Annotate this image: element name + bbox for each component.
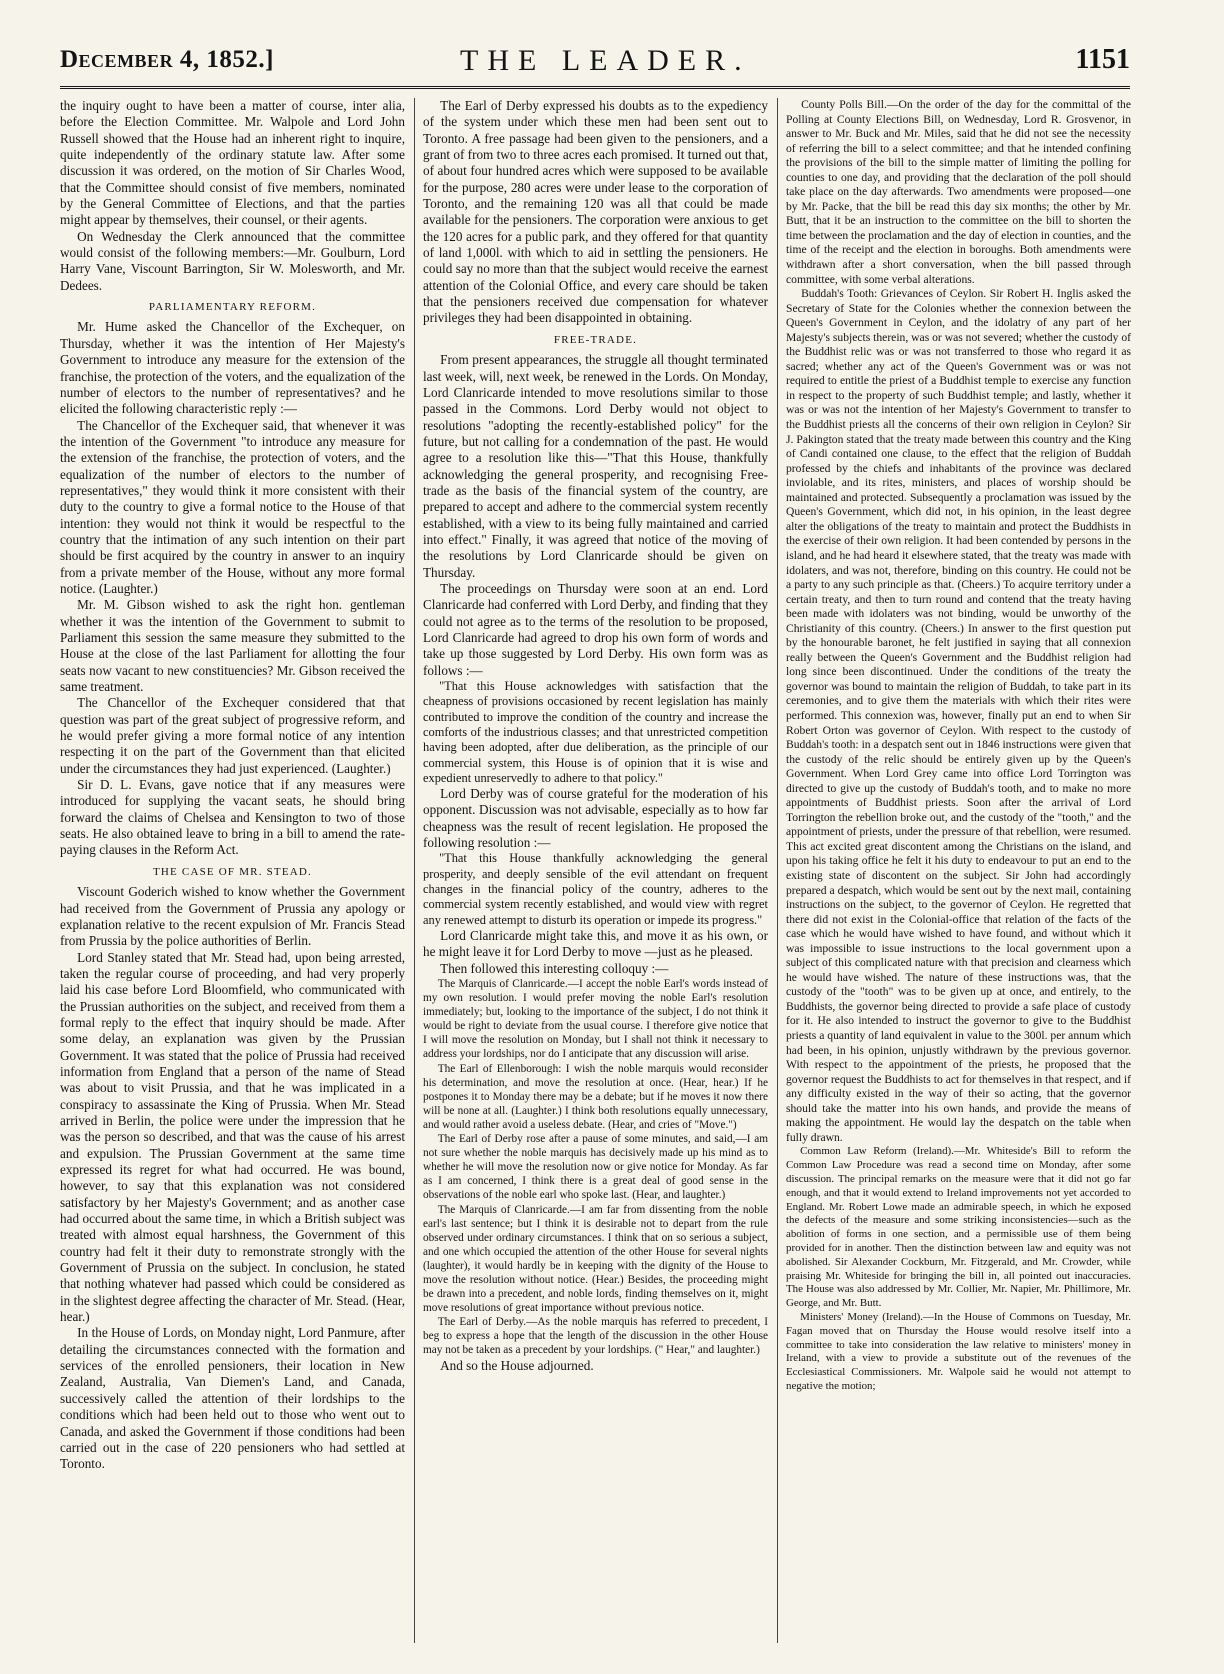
column-2: [423, 98, 768, 1643]
debate-excerpt: The Marquis of Clanricarde.—I am far from dissenting from the noble earl's last sentence; but I think it is desirable not to depart from the rule observed under ordinary circumstances. I think that on so serious a subject, and one which occupied the attention of the other House for several nights (laughter), it would hardly be in keeping with the dignity of the House to move the resolution without notice. (Hear.) Besides, the proceeding might be drawn into a precedent, and noble lords, finding themselves on it, might move resolutions of great importance without previous notice.: [423, 1203, 768, 1315]
paragraph: On Wednesday the Clerk announced that the committee would consist of the following members:—Mr. Goulburn, Lord Harry Vane, Viscount Barrington, Sir W. Molesworth, and Mr. Dedees.: [60, 228, 405, 293]
debate-excerpt: The Earl of Derby.—As the noble marquis has referred to precedent, I beg to express a hope that the length of the discussion in the other House may not be taken as a precedent by your lordships. (" Hear," and laughter.): [423, 1316, 768, 1357]
paragraph: And so the House adjourned.: [440, 1357, 594, 1373]
paragraph: Lord Clanricarde might take this, and move it as his own, or he might leave it for Lord Derby to move —just as he pleased.: [423, 927, 768, 960]
masthead: [60, 40, 1130, 89]
publication-title: THE LEADER.: [460, 44, 751, 77]
paragraph: Then followed this interesting colloquy :—: [440, 960, 669, 976]
debate-excerpt: The Earl of Derby rose after a pause of some minutes, and said,—I am not sure whether the noble marquis has decisively made up his mind as to whether he will move the resolution now or give notice for Monday. As far as I am concerned, I think there is a great deal of good sense in the observations of the noble earl who spoke last. (Hear, and laughter.): [423, 1133, 768, 1202]
paragraph: the inquiry ought to have been a matter of course, inter alia, before the Election Committee. Mr. Walpole and Lord John Russell showed that the House had an inherent right to inquire, quite independently of the ordinary statute law. After some discussion it was ordered, on the motion of Sir Charles Wood, that the Committee should consist of five members, nominated by the General Committee of Elections, and that the parties might appear by themselves, their counsel, or their agents.: [60, 98, 405, 228]
paragraph: Mr. Hume asked the Chancellor of the Exchequer, on Thursday, whether it was the intention of Her Majesty's Government to introduce any measure for the extension of the franchise, the protection of the voters, and the equalization of the number of electors to the number of representatives? and he elicited the following characteristic reply :—: [60, 319, 405, 417]
paragraph: Lord Stanley stated that Mr. Stead had, upon being arrested, taken the regular course of proceeding, and had very properly laid his case before Lord Bloomfield, who communicated with the Prussian authorities on the subject, and received from them a formal reply to the effect that inquiry should be made. After some delay, an explanation was given by the Prussian Government. It was stated that the police of Prussia had received information from England that a person of the name of Stead was about to visit Prussia, and that he was implicated in a conspiracy to assassinate the King of Prussia. When Mr. Stead arrived in Berlin, the police were under the impression that he was the person so described, and that was the cause of his arrest and expulsion. The Prussian Government at the same time expressed its regret for what had occurred. He was bound, however, to say that this explanation was not considered satisfactory by her Majesty's Government; and as another case had occurred about the same time, in which a British subject was treated with almost equal harshness, the Government of this country had felt it their duty to remonstrate strongly with the Government of Prussia on the subject. In conclusion, he stated that nothing whatever had passed which could be considered as in the slightest degree affecting the character of Mr. Stead. (Hear, hear.): [60, 949, 405, 1325]
paragraph: The proceedings on Thursday were soon at an end. Lord Clanricarde had conferred with Lord Derby, and finding that they could not agree as to the terms of the resolution to be proposed, Lord Clanricarde had agreed to drop his own form of words and take up those suggested by Lord Derby. His own form was as follows :—: [423, 580, 768, 678]
page-number: 1151: [1075, 44, 1130, 75]
section-heading: THE CASE OF MR. STEAD.: [152, 865, 313, 878]
quoted-resolution: "That this House thankfully acknowledging the general prosperity, and deeply sensible of the evil attendant on frequent changes in the financial policy of the country, adheres to the commercial system recently established, and would view with regret any renewed attempt to disturb its operation or impede its progress.": [423, 851, 768, 927]
debate-excerpt: Ministers' Money (Ireland).—In the House of Commons on Tuesday, Mr. Fagan moved that on Thursday the House would resolve itself into a committee to take into consideration the law relative to ministers' money in Ireland, with a view to provide a substitute out of the revenues of the Ecclesiastical Commissioners. Mr. Walpole said he would not attempt to negative the motion;: [786, 1310, 1131, 1392]
paragraph: In the House of Lords, on Monday night, Lord Panmure, after detailing the circumstances connected with the formation and services of the enrolled pensioners, their location in New Zealand, Australia, Van Diemen's Land, and Canada, successively called the attention of their lordships to the conditions which had been held out to those who went out to Canada, and asked the Government if those conditions had been carried out in the case of 220 pensioners who had settled at Toronto.: [60, 1325, 405, 1472]
paragraph: The Chancellor of the Exchequer considered that that question was part of the great subject of progressive reform, and he would prefer giving a more formal notice of any intention respecting it on the part of the Government than that elicited under the circumstances they had just experienced. (Laughter.): [60, 695, 405, 776]
debate-excerpt: Common Law Reform (Ireland).—Mr. Whiteside's Bill to reform the Common Law Procedure was read a second time on Monday, after some discussion. The principal remarks on the measure were that it did not go far enough, and that it would extend to Ireland improvements not yet accorded to England. Mr. Robert Lowe made an admirable speech, in which he exposed the defects of the measure and some striking inconsistencies—such as the abolition of forms in one section, and a permissible use of them being provided for in another. Then the distinction between law and equity was not abolished. Sir Alexander Cockburn, Mr. Fitzgerald, and Mr. Crowder, while praising Mr. Whiteside for bringing the bill in, all pointed out inaccuracies. The House was also addressed by Mr. Collier, Mr. Napier, Mr. Phillimore, Mr. George, and Mr. Butt.: [786, 1145, 1131, 1310]
paragraph: Lord Derby was of course grateful for the moderation of his opponent. Discussion was not advisable, especially as to how far cheapness was the result of recent legislation. He proposed the following resolution :—: [423, 786, 768, 851]
quoted-resolution: "That this House acknowledges with satisfaction that the cheapness of provisions occasioned by recent legislation has mainly contributed to improve the condition of the country and increase the comforts of the industrious classes; and that unrestricted competition having been adopted, after due deliberation, as the principle of our commercial system, this House is of opinion that it is wise and expedient unreservedly to adhere to that policy.": [423, 679, 768, 785]
paragraph: Buddah's Tooth: Grievances of Ceylon. Sir Robert H. Inglis asked the Secretary of State for the Colonies whether the connexion between the Queen's Government in Ceylon, and the idolatry of any part of her Majesty's subjects therein, was or was not severed; whether the custody of the Buddhist relic was or was not transferred to those who regard it as sacred; whether any act of the Queen's Government was or was not required to entitle the priest of a Buddhist temple to exercise any function in respect to the property of such Buddhist temple; and lastly, whether it was or was not the intention of her Majesty's Government to transfer to the Buddhist priests all the concerns of their own religion in Ceylon? Sir J. Pakington stated that the treaty made between this country and the King of Candi contained one clause, to the effect that the religion of Buddah professed by the chiefs and inhabitants of the province was declared inviolable, and its rites, ministers, and places of worship should be maintained and protected. Subsequently a proclamation was issued by the Queen's Government, which did not, in his opinion, in the least degree alter the obligations of the treaty to maintain and protect the Buddhists in the exercise of their own religion. It had been contended by persons in the island, and he had heard it elsewhere stated, that the treaty was made with idolaters, and was not, therefore, binding on this country. He could not be a party to any such principle as that. (Cheers.) To acquire territory under a certain treaty, and then to turn round and contend that the treaty having been made with idolaters was not binding, would be unworthy of the Christianity of this country. (Cheers.) In answer to the first question put by the honourable baronet, he felt justified in saying that all connexion really between the Queen's Government and the Buddhist religion had long since been discontinued. Under the conditions of the treaty the governor was bound to maintain the religion of Buddah, to take part in its ceremonies, and to give them the materials with which their rites were performed. This connexion was, however, finally put an end to when Sir Robert Orton was governor of Ceylon. With respect to the custody of Buddah's tooth: in a despatch sent out in 1846 instructions were given that the custody of the relic should be entirely given up by the Queen's Government. When Lord Grey came into office Lord Torrington was directed to give up the custody of Buddah's tooth, and to make no more appointments of Buddhist priests. Soon after the arrival of Lord Torrington the rebellion broke out, and the custody of the "tooth," and the appointment of priests, under the pressure of that rebellion, were resumed. This act excited great discontent among the Christians on the island, and upon his taking office he felt it his duty to endeavour to put an end to the existing state of discontent on the subject. Sir John had accordingly prepared a despatch, which would be sent out by the next mail, containing instructions on the subject, to the governor of Ceylon. He regretted that there did not exist in the Colonial-office that relation of the facts of the case which he would have wished to have found, and without which it was impossible to issue instructions to the local government upon a subject of this complicated nature with that precision and clearness which he would have wished. The nature of these instructions was, that the custody of the "tooth" was to be given up at once, and entirely, to the Buddhists, the governor being directed to provide a safe place of custody for it. He also intended to instruct the governor to give to the Buddhist priests a quantity of land equivalent in value to the 300l. per annum which had been, in his opinion, unjustly withdrawn by the previous governor. With respect to the appointment of the priests, he proposed that the governor request the Buddhists to act for themselves in that respect, and if any difficulty existed in the way of their so acting, that the governor should take the matter into his own hands, and provide the means of making the appointment. He would lay the despatch on the table when fully drawn.: [786, 287, 1131, 1144]
paragraph: Mr. M. Gibson wished to ask the right hon. gentleman whether it was the intention of the Government to submit to Parliament this session the same measure they submitted to the House at the close of the last Parliament for allotting the four seats now vacant to new constituencies? Mr. Gibson received the same treatment.: [60, 597, 405, 695]
debate-excerpt: The Earl of Ellenborough: I wish the noble marquis would reconsider his determination, and move the resolution at once. (Hear, hear.) If he postpones it to Monday there may be a debate; but if he moves it now there will be none at all. (Laughter.) I think both resolutions equally unnecessary, and would rather avoid a useless debate. (Hear, and cries of "Move."): [423, 1062, 768, 1131]
paragraph: The Chancellor of the Exchequer said, that whenever it was the intention of the Government "to introduce any measure for the extension of the franchise, the protection of voters, and the equalization of the number of electors to the number of representatives," they would think it more consistent with their duty to the country to give a formal notice to the House of that intention: they would not think it would be respectful to the country that the intimation of any such intention on their part should be first acquired by the country in answer to an inquiry from a private member of the House, without any more formal notice. (Laughter.): [60, 417, 405, 596]
issue-date: December 4, 1852.]: [60, 46, 274, 73]
column-1: [60, 98, 405, 1643]
paragraph: The Earl of Derby expressed his doubts as to the expediency of the system under which these men had been sent out to Toronto. A free passage had been given to the pensioners, and a grant of from two to three acres each promised. It turned out that, of about four hundred acres which were supposed to be available for the purpose, 280 acres were under lease to the corporation of Toronto, and the remaining 120 was all that could be made available for the pensioners. The corporation were anxious to get the 120 acres for a public park, and they offered for that quantity of land 1,000l. with which to aid in settling the pensioners. He could say no more than that the subject would receive the earnest attention of the Colonial Office, and every care should be taken that the pensioners received due compensation for whatever privileges they had been disappointed in obtaining.: [423, 98, 768, 326]
column-3: [786, 98, 1131, 1643]
column-rule: [414, 98, 415, 1643]
paragraph: Viscount Goderich wished to know whether the Government had received from the Government of Prussia any apology or explanation relative to the recent expulsion of Mr. Francis Stead from Prussia by the police authorities of Berlin.: [60, 884, 405, 949]
debate-excerpt: The Marquis of Clanricarde.—I accept the noble Earl's words instead of my own resolution. I would prefer moving the noble Earl's resolution immediately; but, looking to the importance of the subject, I do not think it would be right to deviate from the usual course. I therefore give notice that I will move the resolution on Monday, but I shall not think it necessary to address your lordships, nor do I anticipate that any discussion will arise.: [423, 978, 768, 1061]
section-heading: FREE-TRADE.: [553, 333, 638, 346]
section-heading: PARLIAMENTARY REFORM.: [148, 301, 317, 314]
column-rule: [777, 98, 778, 1643]
paragraph: Sir D. L. Evans, gave notice that if any measures were introduced for supplying the vacant seats, he should bring forward the claims of Chelsea and Kensington to two of those seats. He also obtained leave to bring in a bill to amend the rate-paying clauses in the Reform Act.: [60, 777, 405, 858]
paragraph: County Polls Bill.—On the order of the day for the committal of the Polling at County Elections Bill, on Wednesday, Lord R. Grosvenor, in answer to Mr. Buck and Mr. Miles, said that he did not see the necessity of referring the bill to a select committee; and that he intended confining the provisions of the bill to the simple matter of limiting the polling for counties to one day, and providing that the declaration of the poll should take place on the day afterwards. Two amendments were proposed—one by Mr. Packe, that the bill be read this day six months; the other by Mr. Butt, that it be an instruction to the committee on the bill to shorten the time between the proclamation and the day of election in counties, and the time of the receipt and the election in boroughs. Both amendments were withdrawn after a short conversation, when the bill passed through committee, with some verbal alterations.: [786, 98, 1131, 286]
paragraph: From present appearances, the struggle all thought terminated last week, will, next week, be renewed in the Lords. On Monday, Lord Clanricarde intended to move resolutions similar to those passed in the Commons. Lord Derby would not object to resolutions "adopting the recently-established policy" for the future, but not calling for a condemnation of the past. He would agree to a resolution like this—"That this House, thankfully acknowledging the general prosperity, and recognising Free-trade as the basis of the financial system of the country, are prepared to accept and adhere to the commercial system recently established, with a view to its being fully maintained and carried into effect." Finally, it was agreed that notice of the moving of the resolutions by Lord Clanricarde should be given on Thursday.: [423, 352, 768, 580]
